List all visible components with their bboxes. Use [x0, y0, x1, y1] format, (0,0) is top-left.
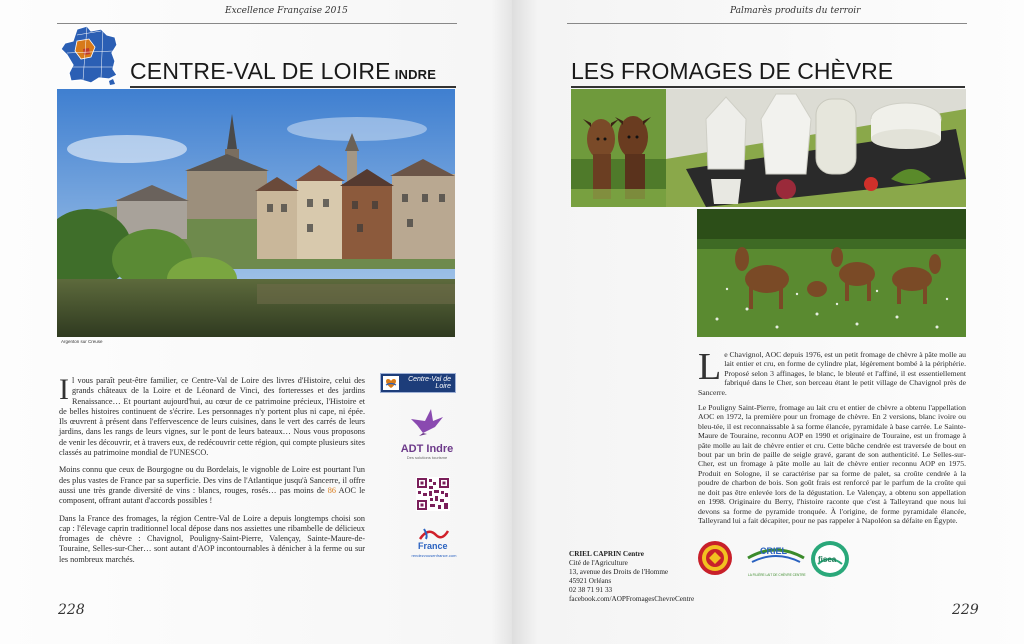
page-number: 228 [58, 602, 85, 618]
address-line-3: 45921 Orléans [569, 577, 612, 585]
wine-paragraph [59, 465, 365, 506]
dropcap: L [698, 346, 722, 388]
dropcap: I [59, 373, 69, 406]
region-title [130, 58, 436, 85]
centre-val-de-loire-logo [380, 373, 456, 393]
right-article-text [698, 346, 966, 531]
title-rule [571, 86, 965, 88]
fisea-logo-text: fisea [818, 555, 837, 564]
right-page [512, 0, 1024, 644]
facebook-link[interactable]: facebook.com/AOPFromagesChevreCentre [569, 595, 695, 603]
region-subtitle: INDRE [394, 67, 437, 82]
cheese-title: LES FROMAGES DE CHÈVRE [571, 58, 894, 84]
intro-paragraph-text: l vous paraît peut-être familier, ce Centre-Val de Loire des livres d'Histoire, celui des grands châteaux de la Loire et de Léonard de Vinci, des forteresses et des jardins Renaissance… Et pourtant aujourd'hui, au cœur de ce patrimoine précieux, l'Histoire et de belles histoires continuent de s'écrire. Les personnages n'y portent plus ni cape, ni épée. Ils œuvrent à présent dans l'effervescence de leurs cuisines, dans le vert des carrés de leurs jardins, dans les rangs de leurs vignes, sur le pont de leurs bateaux… Nous vous proposons de venir les découvrir, et à travers eux, de redécouvrir cette région, qui compte plusieurs sites classés au patrimoine mondial de l'UNESCO. [59, 376, 365, 458]
criel-name: CRIEL CAPRIN Centre [569, 550, 644, 558]
qr-code-icon[interactable] [416, 477, 450, 511]
france-tagline: rendezvousenfrance.com [411, 553, 457, 558]
france-map-icon [57, 23, 121, 85]
criel-goat-icon [744, 540, 808, 580]
left-article-text [59, 373, 365, 572]
header-rule [567, 23, 967, 24]
region-title-text: CENTRE-VAL DE LOIRE [130, 58, 391, 84]
wine-paragraph-text-a: Moins connu que ceux de Bourgogne ou du Bordelais, le vignoble de Loire est pourtant l'un des plus vastes de France par sa superficie. Des vins de l'Atlantique jusqu'à Sancerre, il offre aussi une très grande diversité de vins : blancs, rouges, rosés… pas moins de [59, 465, 365, 495]
address-line-1: Cité de l'Agriculture [569, 559, 628, 567]
bird-logo-icon [409, 407, 445, 437]
running-head: Palmarès produits du terroir [730, 6, 861, 16]
criel-logo-text: CRIEL [760, 546, 787, 556]
adt-indre-logo [398, 407, 456, 467]
address-line-2: 13, avenue des Droits de l'Homme [569, 568, 669, 576]
wine-paragraph-text-b: AOC le composent, offrant autant d'accords possibles ! [59, 485, 365, 506]
chavignol-paragraph-text: e Chavignol, AOC depuis 1976, est un petit fromage de chèvre à pâte molle au lait entier et cru, en forme de cylindre plat, légèrement bombé à la périphérie. Proposé selon 3 affinages, le blanc, le bleuté et l'affiné, il est essentiellement fabriqué dans le Cher, son berceau étant le petit village de Chavignol près de Sancerre. [698, 350, 966, 397]
cheese-paragraph: Dans la France des fromages, la région Centre-Val de Loire a depuis longtemps choisi son cap : l'élevage caprin traditionnel local dépose dans nos assiettes une ribambelle de délicieux fromages de chèvre : Chavignol, Pouligny-Saint-Pierre, Valençay, Sainte-Maure-de-Touraine, Selles-sur-Cher… sont autant d'AOP incontournables à dénicher à la ferme ou sur les nombreux marchés. [59, 513, 365, 564]
intro-paragraph [59, 373, 365, 458]
chavignol-paragraph [698, 346, 966, 397]
aop-seal-icon [697, 540, 733, 576]
adt-tagline: Des solutions tourisme [406, 455, 448, 460]
goats-in-meadow-photo [697, 209, 966, 337]
aoc-count: 86 [327, 485, 336, 495]
heart-logo-icon [383, 376, 399, 390]
criel-logo [744, 540, 808, 580]
cheese-aoc-paragraph: Le Pouligny Saint-Pierre, fromage au lait cru et entier de chèvre a obtenu l'appellation AOC en 1972, la première pour un fromage de chèvre. En 2 versions, blanc ivoire ou bleu-tée, il est reconnaissable à sa forme élancée, pyramidale à base carrée. Le Sainte-Maure de Touraine, reconnu AOP en 1990 et originaire de Touraine, est un fromage à pâte molle au lait de chèvre entier et cru. Cette bûche cendrée est traversée de bout en bout par un brin de paille de seigle gravé, garant de son authenticité. Le Selles-sur-Cher, est un fromage à pâte molle au lait de chèvre entier reconnu AOP en 1975. Produit en Sologne, il se caractérise par sa forme de palet, sa croûte cendrée à la poudre de charbon de bois. Son goût frais est renforcé par le parfum de la croûte qui ne doit pas être enlevée lors de la dégustation. Le Valençay, a obtenu son appellation en 1998. Originaire du Berry, l'histoire raconte que c'est à Talleyrand que nous lui devons sa forme de pyramide tronquée. À l'origine, de forme pyramidale élancée, Talleyrand lui a fait décapiter, pour ne pas rappeler à Napoléon sa défaite en Égypte. [698, 403, 966, 525]
argenton-town-photo [57, 89, 455, 337]
goats-closeup-photo [571, 89, 666, 207]
adt-name: ADT Indre [400, 443, 454, 455]
fisea-logo [810, 540, 850, 578]
page-number: 229 [952, 602, 979, 618]
title-rule [130, 86, 456, 88]
france-brand-icon [414, 525, 454, 551]
photo-caption: Argenton sur Creuse [61, 339, 103, 344]
running-head: Excellence Française 2015 [225, 6, 348, 16]
phone-number: 02 38 71 91 33 [569, 586, 613, 594]
rendez-vous-en-france-logo [411, 525, 457, 557]
criel-logo-tagline: LA FILIÈRE LAIT DE CHÈVRE CENTRE [748, 573, 806, 577]
goat-cheese-platter-photo [666, 89, 966, 207]
centre-logo-text: Centre-Val de Loire [408, 376, 451, 390]
france-brand-text: France [418, 541, 448, 551]
